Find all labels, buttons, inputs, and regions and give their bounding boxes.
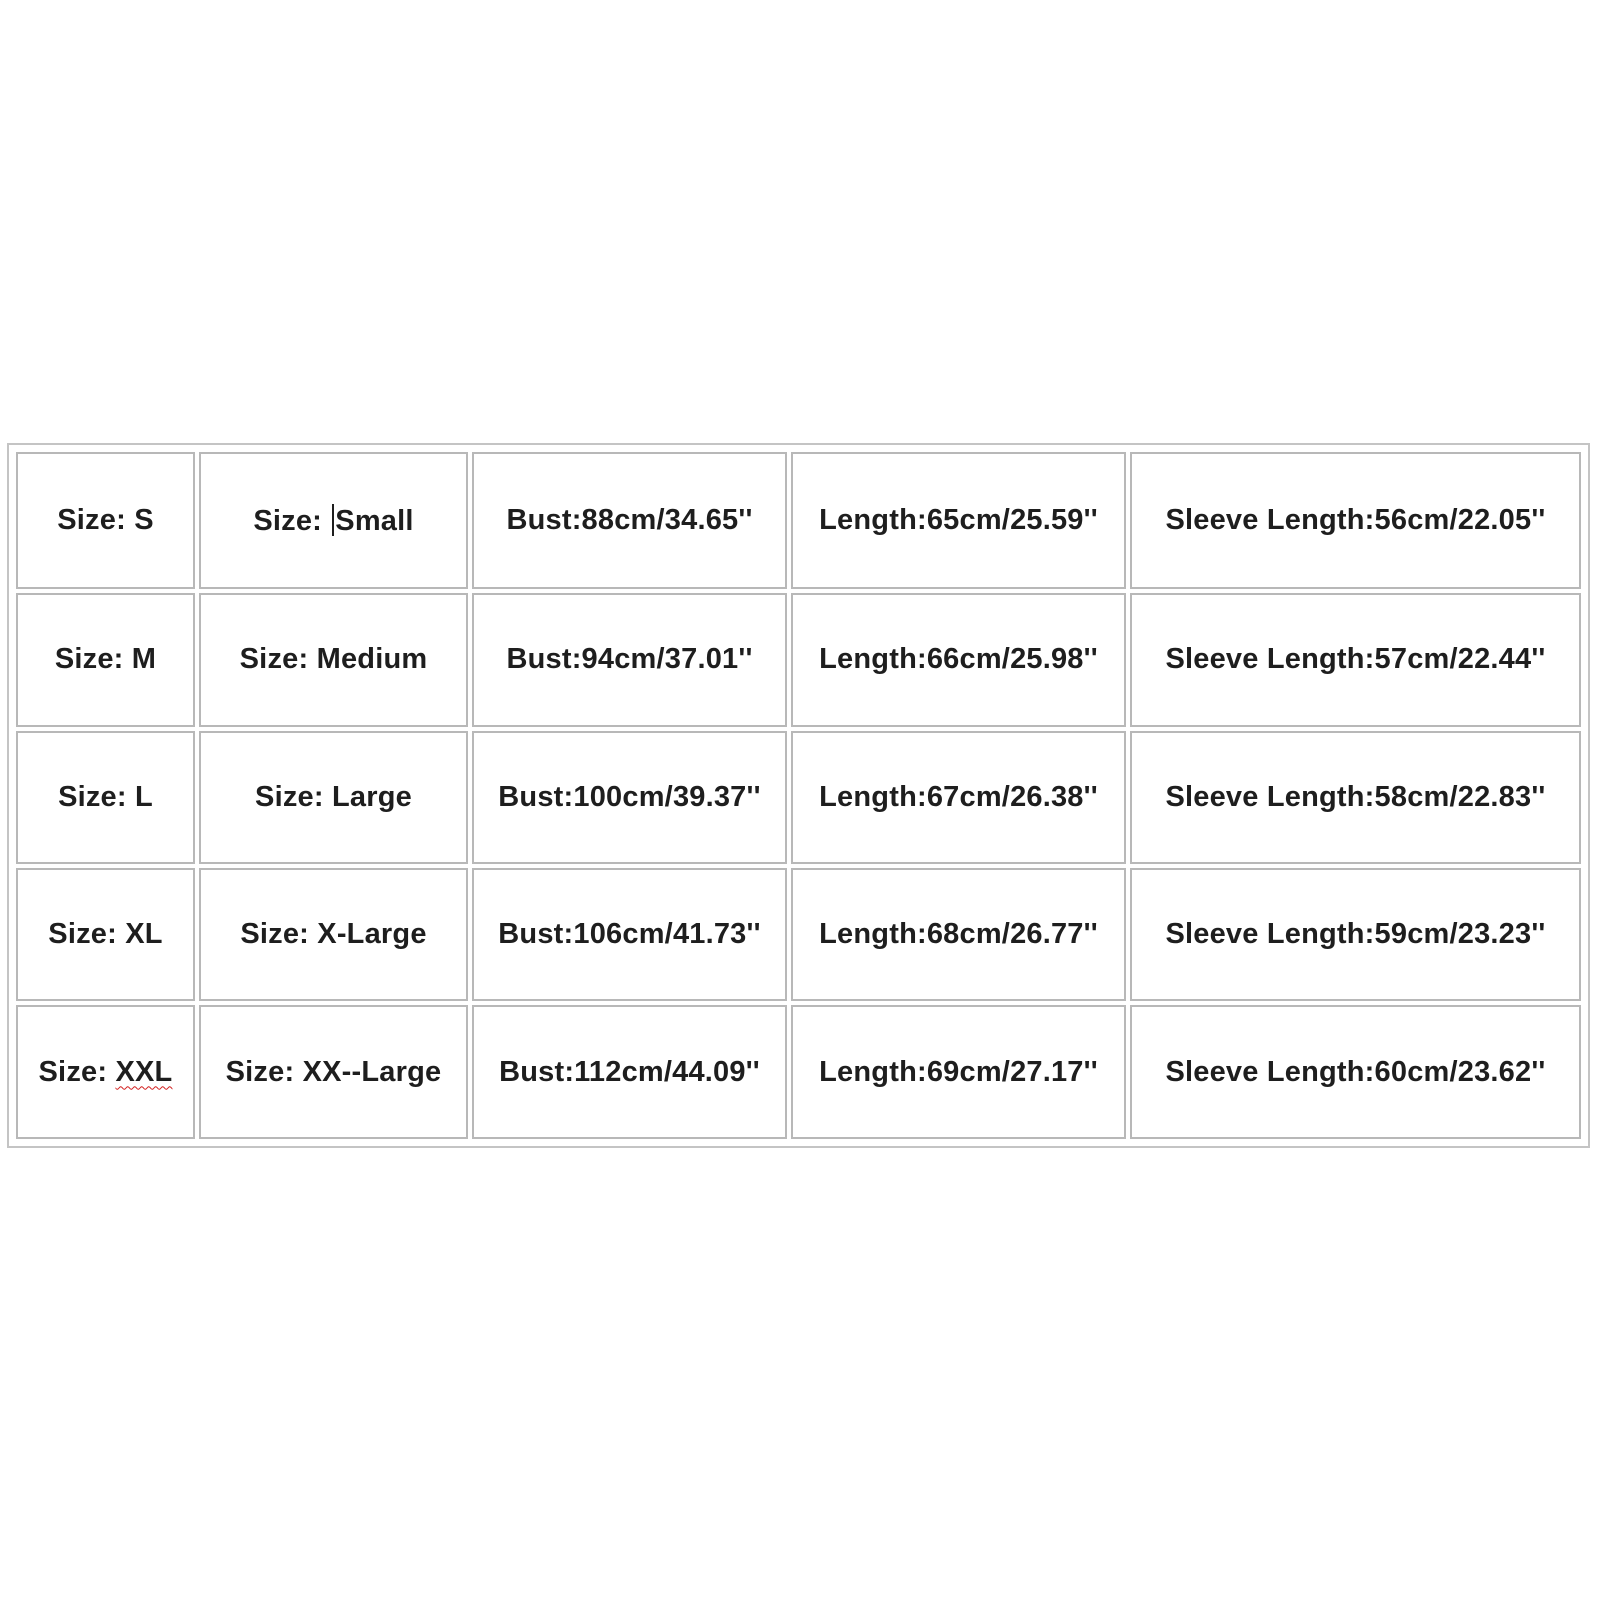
size-chart-table — [12, 448, 1585, 1143]
size-code-cell — [16, 731, 195, 864]
size-code-cell — [16, 1005, 195, 1139]
sleeve-length-cell: Sleeve Length:56cm/22.05'' — [1130, 452, 1581, 589]
sleeve-length-cell: Sleeve Length:57cm/22.44'' — [1130, 593, 1581, 726]
table-row — [16, 731, 1581, 864]
size-label-cell — [199, 868, 468, 1001]
size-code: L — [135, 780, 153, 813]
size-label-cell — [199, 731, 468, 864]
size-code-prefix: Size: — [54, 643, 132, 676]
size-code-cell — [16, 593, 195, 726]
size-code-prefix: Size: — [57, 504, 135, 537]
sleeve-length-cell: Sleeve Length:60cm/23.62'' — [1130, 1005, 1581, 1139]
size-label: Small — [335, 504, 414, 537]
size-label-prefix: Size: — [240, 918, 318, 951]
sleeve-length-cell: Sleeve Length:59cm/23.23'' — [1130, 868, 1581, 1001]
size-label: XX--Large — [302, 1055, 442, 1088]
size-code-prefix: Size: — [58, 780, 136, 813]
size-code-cell — [16, 868, 195, 1001]
bust-cell: Bust:88cm/34.65'' — [472, 452, 787, 589]
length-cell: Length:66cm/25.98'' — [791, 593, 1126, 726]
size-code: XXL — [115, 1055, 173, 1088]
size-label: Medium — [316, 643, 428, 676]
table-row — [16, 1005, 1581, 1139]
size-label-prefix: Size: — [255, 780, 332, 813]
table-row — [16, 868, 1581, 1001]
size-label: X-Large — [317, 918, 427, 951]
size-label-prefix: Size: — [253, 504, 331, 537]
length-cell: Length:68cm/26.77'' — [791, 868, 1126, 1001]
size-label-prefix: Size: — [239, 643, 317, 676]
size-label-cell — [199, 452, 468, 589]
bust-cell: Bust:94cm/37.01'' — [472, 593, 787, 726]
table-row — [16, 452, 1581, 589]
size-label-cell — [199, 593, 468, 726]
size-label: Large — [331, 780, 412, 813]
text-cursor — [332, 504, 334, 536]
bust-cell: Bust:112cm/44.09'' — [472, 1005, 787, 1139]
size-code: M — [131, 643, 157, 676]
size-label-cell — [199, 1005, 468, 1139]
size-code: XL — [125, 918, 163, 951]
size-code-prefix: Size: — [38, 1055, 116, 1088]
size-code-cell — [16, 452, 195, 589]
size-chart — [7, 443, 1590, 1148]
length-cell: Length:67cm/26.38'' — [791, 731, 1126, 864]
size-code-prefix: Size: — [48, 918, 126, 951]
sleeve-length-cell: Sleeve Length:58cm/22.83'' — [1130, 731, 1581, 864]
length-cell: Length:65cm/25.59'' — [791, 452, 1126, 589]
size-code: S — [134, 504, 154, 537]
length-cell: Length:69cm/27.17'' — [791, 1005, 1126, 1139]
size-label-prefix: Size: — [225, 1055, 303, 1088]
bust-cell: Bust:106cm/41.73'' — [472, 868, 787, 1001]
table-row — [16, 593, 1581, 726]
bust-cell: Bust:100cm/39.37'' — [472, 731, 787, 864]
